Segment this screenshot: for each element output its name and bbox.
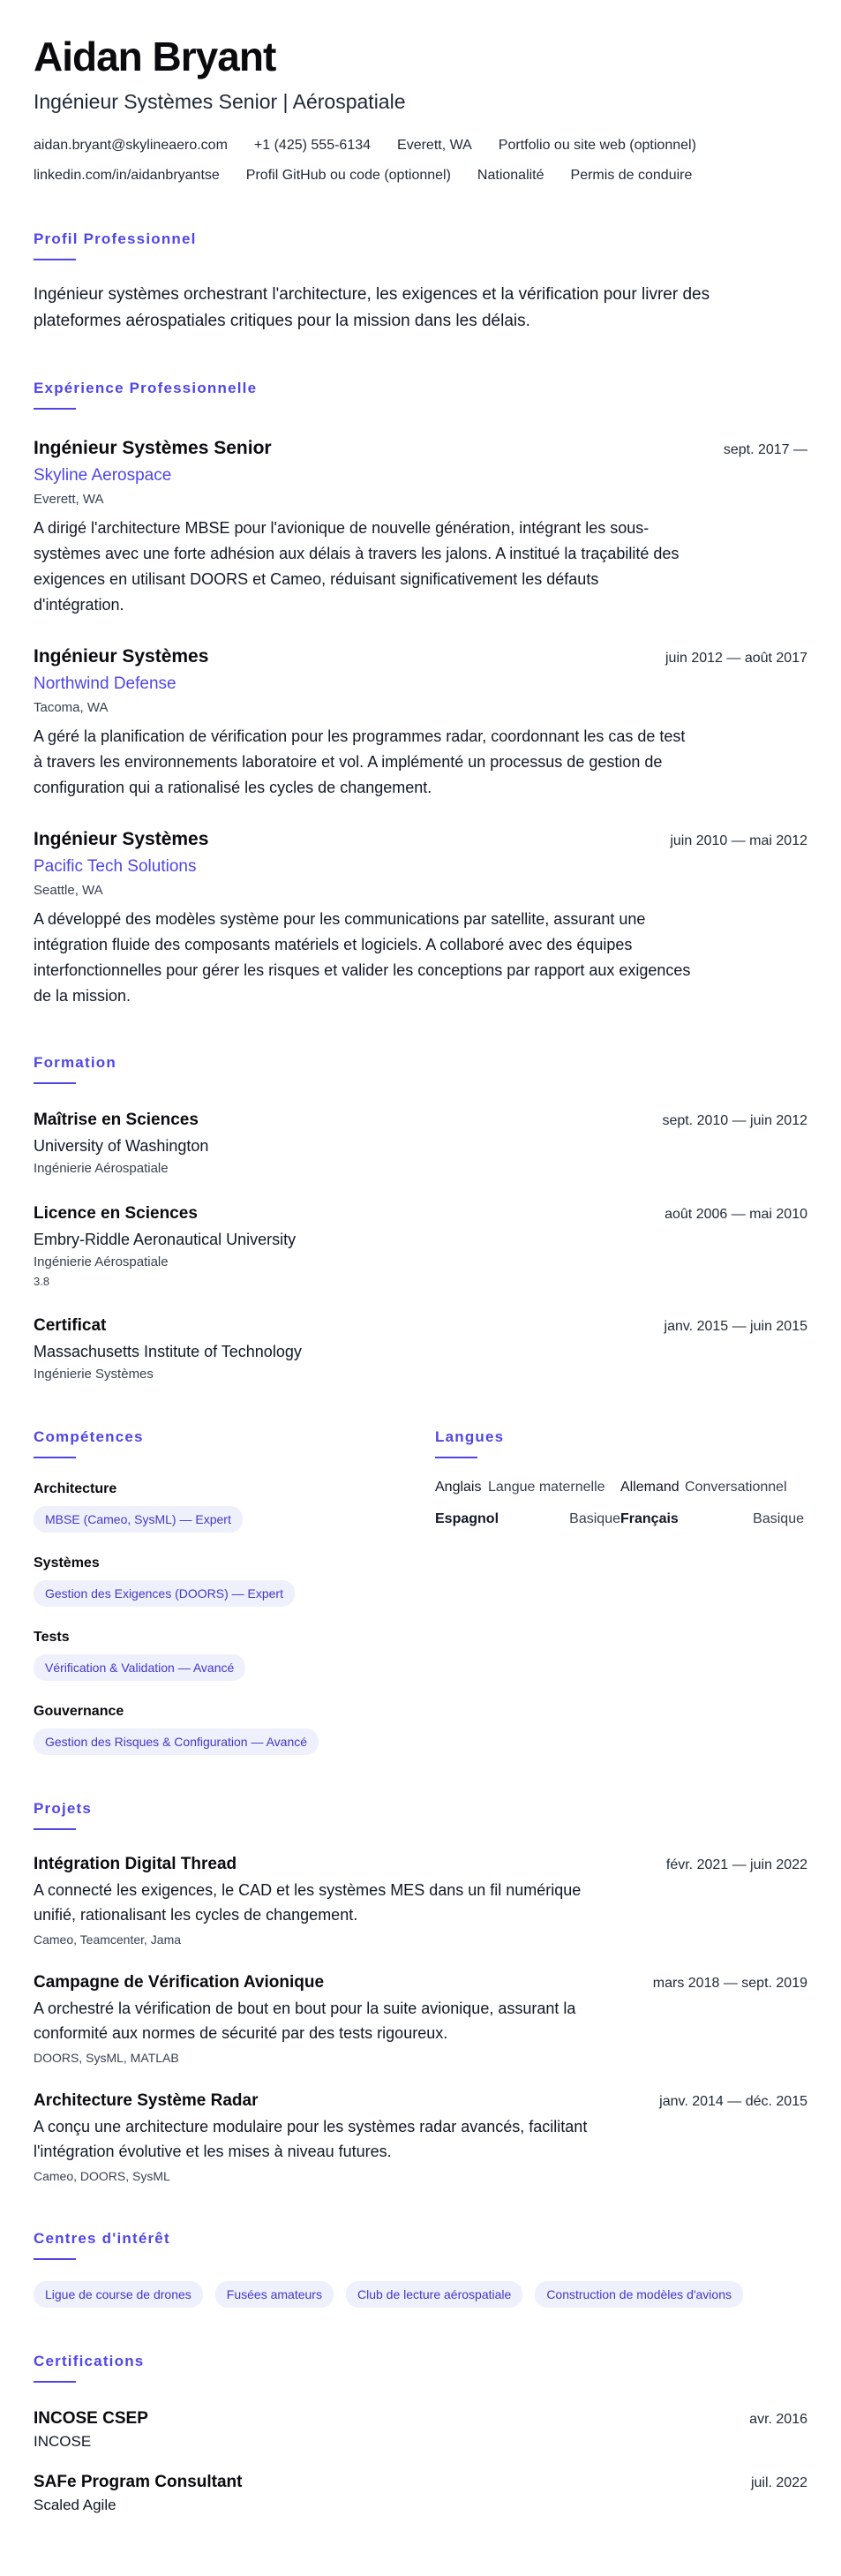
job-company: Pacific Tech Solutions xyxy=(34,857,197,876)
language-name: Espagnol xyxy=(435,1511,499,1526)
skill-category: Systèmes xyxy=(34,1555,100,1570)
job-date: sept. 2017 — xyxy=(723,442,807,457)
project-description: A orchestré la vérification de bout en bout pour la suite avionique, assurant la conformité aux normes de sécurité par des tests rigoureux. xyxy=(34,2000,576,2042)
project-tech: DOORS, SysML, MATLAB xyxy=(34,2051,179,2065)
skill-category: Tests xyxy=(34,1630,70,1645)
interest-chip: Construction de modèles d'avions xyxy=(535,2281,743,2308)
skill-group xyxy=(34,1554,435,1607)
languages-section xyxy=(435,1427,807,1755)
profile-section xyxy=(34,230,807,335)
skill-category: Architecture xyxy=(34,1481,117,1496)
language-name: Allemand xyxy=(620,1480,680,1495)
job-date: juin 2010 — mai 2012 xyxy=(670,833,807,848)
section-title: Projets xyxy=(34,1800,93,1817)
section-divider xyxy=(34,2381,76,2383)
section-title: Expérience Professionnelle xyxy=(34,380,258,396)
skill-group xyxy=(34,1628,435,1681)
education-degree: Licence en Sciences xyxy=(34,1204,198,1223)
education-school: Massachusetts Institute of Technology xyxy=(34,1343,302,1360)
education-field: Ingénierie Aérospatiale xyxy=(34,1161,169,1176)
job-location: Everett, WA xyxy=(34,492,104,507)
education-date: août 2006 — mai 2010 xyxy=(665,1207,807,1222)
certification-name: SAFe Program Consultant xyxy=(34,2473,243,2491)
contact-portfolio[interactable]: Portfolio ou site web (optionnel) xyxy=(498,138,696,153)
contact-license: Permis de conduire xyxy=(570,168,693,183)
job-location: Seattle, WA xyxy=(34,883,103,898)
education-date: janv. 2015 — juin 2015 xyxy=(664,1319,807,1334)
education-degree: Maîtrise en Sciences xyxy=(34,1111,199,1129)
contact-phone[interactable]: +1 (425) 555-6134 xyxy=(253,138,372,153)
project-description: A conçu une architecture modulaire pour les systèmes radar avancés, facilitant l'intégration évolutive et les mises à niveau futures. xyxy=(34,2118,588,2160)
interest-chip: Club de lecture aérospatiale xyxy=(346,2281,522,2308)
experience-item xyxy=(34,436,807,618)
education-gpa: 3.8 xyxy=(34,1275,50,1288)
contact-linkedin[interactable]: linkedin.com/in/aidanbryantse xyxy=(34,168,220,183)
experience-section xyxy=(34,379,807,1009)
language-level: Conversationnel xyxy=(685,1480,787,1495)
job-description: A développé des modèles système pour les communications par satellite, assurant une intégration fluide des composants matériels et logiciels. A collaboré avec des équipes interfonctionnelles pour gérer les risques et valider les conceptions par rapport aux exigences de la mission. xyxy=(34,910,691,1005)
experience-item xyxy=(34,644,807,801)
section-divider xyxy=(34,408,76,410)
section-divider xyxy=(34,1082,76,1084)
language-level: Langue maternelle xyxy=(488,1480,605,1495)
language-level: Basique xyxy=(753,1511,804,1526)
section-title: Langues xyxy=(435,1428,505,1445)
resume-header xyxy=(34,34,807,185)
certification-issuer: Scaled Agile xyxy=(34,2497,116,2513)
section-title: Centres d'intérêt xyxy=(34,2230,170,2247)
interest-chip: Fusées amateurs xyxy=(215,2281,334,2308)
project-date: janv. 2014 — déc. 2015 xyxy=(659,2094,807,2109)
certification-date: avr. 2016 xyxy=(749,2412,807,2427)
contact-location: Everett, WA xyxy=(397,138,472,153)
project-item xyxy=(34,1971,807,2067)
contact-github[interactable]: Profil GitHub ou code (optionnel) xyxy=(245,168,451,183)
certification-issuer: INCOSE xyxy=(34,2433,92,2450)
certifications-section xyxy=(34,2352,807,2515)
language-name: Français xyxy=(620,1511,679,1526)
job-location: Tacoma, WA xyxy=(34,700,109,715)
job-company: Skyline Aerospace xyxy=(34,466,172,485)
project-title: Intégration Digital Thread xyxy=(34,1855,237,1873)
project-item xyxy=(34,1853,807,1948)
project-description: A connecté les exigences, le CAD et les systèmes MES dans un fil numérique unifié, rationalisant les cycles de changement. xyxy=(34,1881,582,1924)
education-date: sept. 2010 — juin 2012 xyxy=(662,1113,807,1128)
certification-date: juil. 2022 xyxy=(750,2475,807,2490)
job-description: A dirigé l'architecture MBSE pour l'avionique de nouvelle génération, intégrant les sous-systèmes avec une forte adhésion aux délais à travers les jalons. A institué la traçabilité des exigences en utilisant DOORS et Cameo, réduisant significativement les défauts d'intégration. xyxy=(34,519,680,614)
job-title: Ingénieur Systèmes xyxy=(34,646,209,667)
project-title: Architecture Système Radar xyxy=(34,2091,259,2110)
education-field: Ingénierie Aérospatiale xyxy=(34,1254,169,1269)
project-tech: Cameo, Teamcenter, Jama xyxy=(34,1932,182,1947)
skill-group xyxy=(34,1480,435,1533)
skills-section xyxy=(34,1427,435,1755)
section-divider xyxy=(34,1828,76,1830)
skill-category: Gouvernance xyxy=(34,1704,124,1719)
experience-item xyxy=(34,827,807,1009)
candidate-headline: Ingénieur Systèmes Senior | Aérospatiale xyxy=(34,90,406,113)
section-title: Compétences xyxy=(34,1428,144,1445)
education-item xyxy=(34,1314,807,1383)
project-date: mars 2018 — sept. 2019 xyxy=(652,1976,807,1991)
interest-chip: Ligue de course de drones xyxy=(34,2281,203,2308)
section-title: Certifications xyxy=(34,2353,145,2369)
skill-chip: Vérification & Validation — Avancé xyxy=(34,1654,245,1681)
job-date: juin 2012 — août 2017 xyxy=(665,651,807,666)
education-school: Embry-Riddle Aeronautical University xyxy=(34,1231,297,1248)
section-divider xyxy=(34,259,76,260)
job-company: Northwind Defense xyxy=(34,674,176,693)
education-school: University of Washington xyxy=(34,1137,209,1155)
language-level: Basique xyxy=(569,1511,620,1526)
project-item xyxy=(34,2090,807,2185)
section-title: Formation xyxy=(34,1054,116,1071)
project-title: Campagne de Vérification Avionique xyxy=(34,1973,325,1992)
projects-section xyxy=(34,1799,807,2185)
job-description: A géré la planification de vérification pour les programmes radar, coordonnant les cas de test à travers les environnements laboratoire et vol. A implémenté un processus de gestion de configuration qui a rationalisé les cycles de changement. xyxy=(34,727,686,796)
skill-group xyxy=(34,1702,435,1755)
job-title: Ingénieur Systèmes xyxy=(34,829,209,849)
section-divider xyxy=(34,1457,76,1458)
certification-item xyxy=(34,2407,807,2452)
education-item xyxy=(34,1109,807,1178)
contact-email[interactable]: aidan.bryant@skylineaero.com xyxy=(34,138,228,153)
section-divider xyxy=(34,2258,76,2260)
skill-chip: Gestion des Risques & Configuration — Avancé xyxy=(34,1729,319,1755)
skills-languages-row xyxy=(34,1427,807,1755)
section-title: Profil Professionnel xyxy=(34,230,197,247)
education-degree: Certificat xyxy=(34,1316,107,1335)
certification-item xyxy=(34,2471,807,2515)
skill-chip: Gestion des Exigences (DOORS) — Expert xyxy=(34,1580,295,1607)
skill-chip: MBSE (Cameo, SysML) — Expert xyxy=(34,1506,243,1533)
project-tech: Cameo, DOORS, SysML xyxy=(34,2169,170,2183)
certification-name: INCOSE CSEP xyxy=(34,2409,148,2428)
contact-list xyxy=(34,136,807,185)
language-name: Anglais xyxy=(435,1480,482,1495)
section-divider xyxy=(435,1457,477,1458)
languages-grid xyxy=(435,1478,807,1529)
education-item xyxy=(34,1202,807,1290)
education-field: Ingénierie Systèmes xyxy=(34,1367,154,1382)
education-section xyxy=(34,1053,807,1383)
interests-section xyxy=(34,2229,807,2308)
job-title: Ingénieur Systèmes Senior xyxy=(34,438,272,458)
interests-list xyxy=(34,2281,807,2308)
project-date: févr. 2021 — juin 2022 xyxy=(665,1857,807,1872)
candidate-name: Aidan Bryant xyxy=(34,34,276,79)
profile-summary: Ingénieur systèmes orchestrant l'architecture, les exigences et la vérification pour livrer des plateformes aérospatiales critiques pour la mission dans les délais. xyxy=(34,285,710,330)
contact-nationality: Nationalité xyxy=(477,168,544,183)
